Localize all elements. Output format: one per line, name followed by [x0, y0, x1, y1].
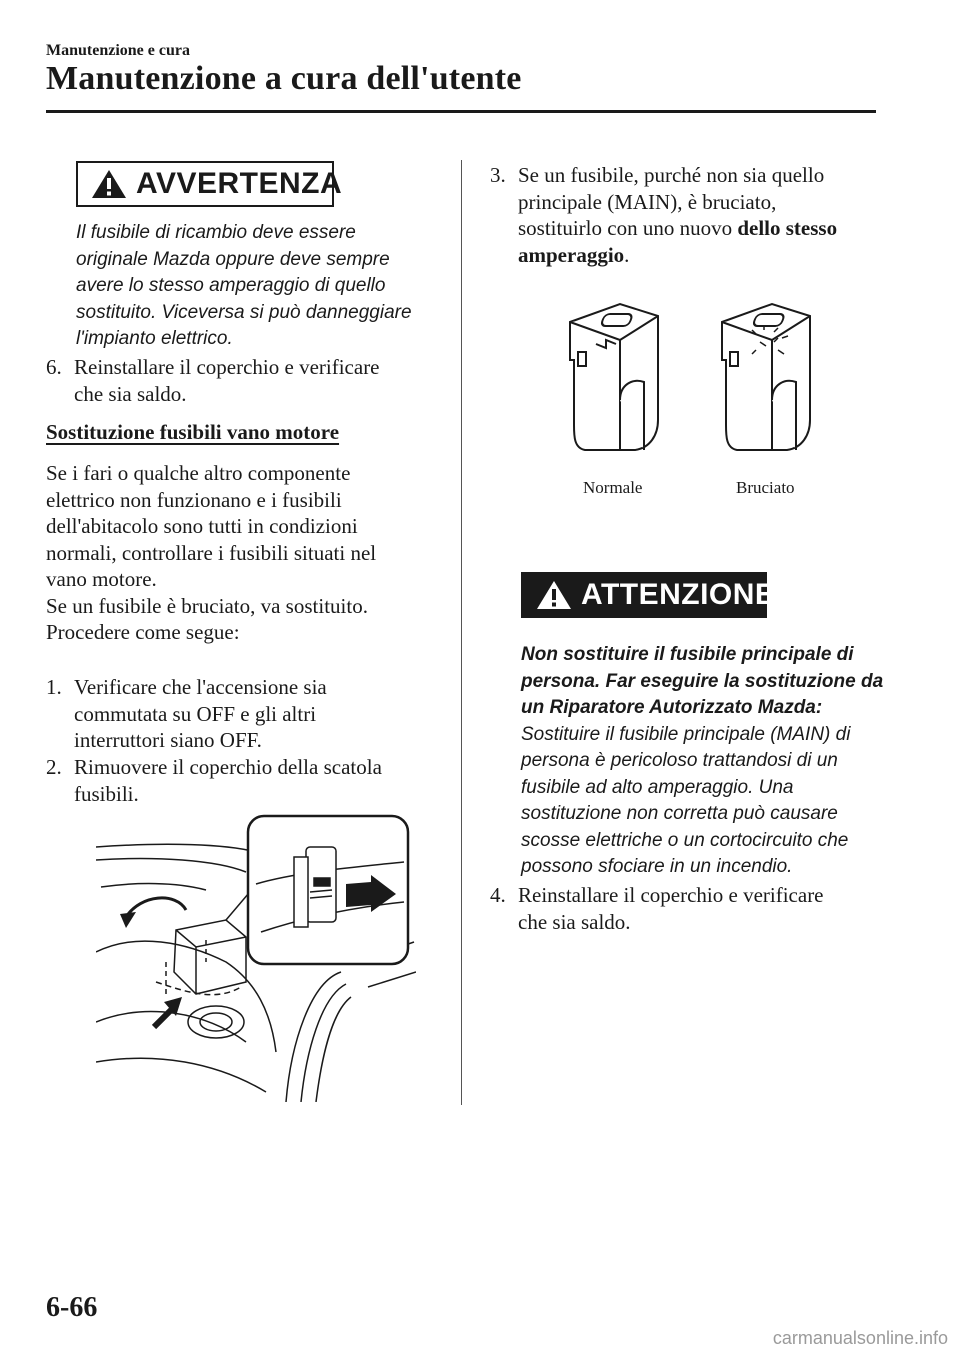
- caution-bold-line: persona. Far eseguire la sostituzione da: [521, 670, 884, 692]
- page-number: 6-66: [46, 1292, 98, 1323]
- fuse-box-illustration: [96, 812, 416, 1102]
- warning-line: Il fusibile di ricambio deve essere: [76, 222, 356, 243]
- normal-fuse-icon: [560, 300, 660, 465]
- paragraph-line: dell'abitacolo sono tutti in condizioni: [46, 514, 358, 538]
- step-number: 1.: [46, 675, 62, 699]
- section-subheading: Sostituzione fusibili vano motore: [46, 420, 340, 444]
- caution-text: [521, 642, 883, 881]
- caution-banner: [521, 572, 776, 618]
- caution-label: ATTENZIONE: [581, 578, 776, 611]
- step-line: [518, 242, 837, 269]
- step-line: interruttori siano OFF.: [74, 728, 262, 752]
- fuse-normal-label: Normale: [583, 478, 643, 497]
- page-title: Manutenzione a cura dell'utente: [46, 60, 522, 97]
- section-kicker: Manutenzione e cura: [46, 42, 190, 59]
- paragraph-line: Se i fari o qualche altro componente: [46, 461, 351, 485]
- paragraph-line: Se un fusibile è bruciato, va sostituito.: [46, 593, 368, 618]
- step-number: 2.: [46, 755, 62, 779]
- caution-line: scosse elettriche o un cortocircuito che: [521, 829, 849, 851]
- caution-line: Sostituire il fusibile principale (MAIN) di: [521, 723, 851, 745]
- warning-triangle-icon: [90, 168, 128, 200]
- warning-banner: [76, 161, 343, 207]
- step-line: Se un fusibile, purché non sia quello: [518, 163, 825, 187]
- step-number: 4.: [490, 883, 506, 907]
- step-line: che sia saldo.: [518, 909, 631, 934]
- caution-line: possono sfociare in un incendio.: [521, 856, 793, 877]
- paragraph-line: normali, controllare i fusibili situati nel: [46, 540, 377, 565]
- caution-line: persona è pericoloso trattandosi di un: [521, 750, 838, 771]
- caution-line: sostituzione non corretta può causare: [521, 803, 838, 824]
- step-line: commutata su OFF e gli altri: [74, 701, 317, 726]
- step-text: .: [624, 242, 630, 267]
- blown-fuse-icon: [712, 300, 812, 465]
- step-text: sostituirlo con uno nuovo: [518, 216, 738, 240]
- caution-bold-line: un Riparatore Autorizzato Mazda:: [521, 697, 823, 718]
- warning-line: sostituito. Viceversa si può danneggiare: [76, 301, 412, 323]
- step-number: 6.: [46, 355, 62, 379]
- step-6: [46, 354, 446, 410]
- warning-line: avere lo stesso amperaggio di quello: [76, 275, 386, 296]
- watermark: carmanualsonline.info: [772, 1328, 948, 1348]
- warning-text: [76, 220, 412, 353]
- step-bold-text: dello stesso: [737, 216, 838, 240]
- step-line: Reinstallare il coperchio e verificare: [518, 883, 824, 907]
- step-line: che sia saldo.: [74, 381, 187, 406]
- warning-line: l'impianto elettrico.: [76, 328, 233, 349]
- step-bold-text: amperaggio: [518, 242, 625, 267]
- step-2: [46, 754, 446, 810]
- warning-label: AVVERTENZA: [136, 167, 343, 200]
- header-rule: [46, 110, 876, 113]
- paragraph-line: vano motore.: [46, 567, 157, 591]
- step-line: [518, 215, 837, 242]
- caution-bold-line: Non sostituire il fusibile principale di: [521, 644, 854, 665]
- step-line: Verificare che l'accensione sia: [74, 675, 327, 699]
- step-4: [490, 882, 890, 938]
- step-line: fusibili.: [74, 781, 139, 806]
- paragraph-line: Procedere come segue:: [46, 620, 240, 644]
- fuse-blown-label: Bruciato: [736, 478, 795, 497]
- paragraph-line: elettrico non funzionano e i fusibili: [46, 487, 342, 512]
- engine-fuse-paragraph: [46, 460, 376, 646]
- caution-triangle-icon: [535, 579, 573, 611]
- column-divider: [461, 160, 462, 1105]
- step-1: [46, 674, 446, 756]
- step-number: 3.: [490, 163, 506, 187]
- warning-line: originale Mazda oppure deve sempre: [76, 248, 390, 270]
- step-3: [490, 162, 890, 272]
- step-line: Rimuovere il coperchio della scatola: [74, 755, 382, 779]
- step-line: Reinstallare il coperchio e verificare: [74, 355, 380, 379]
- caution-line: fusibile ad alto amperaggio. Una: [521, 776, 794, 798]
- step-line: principale (MAIN), è bruciato,: [518, 189, 777, 214]
